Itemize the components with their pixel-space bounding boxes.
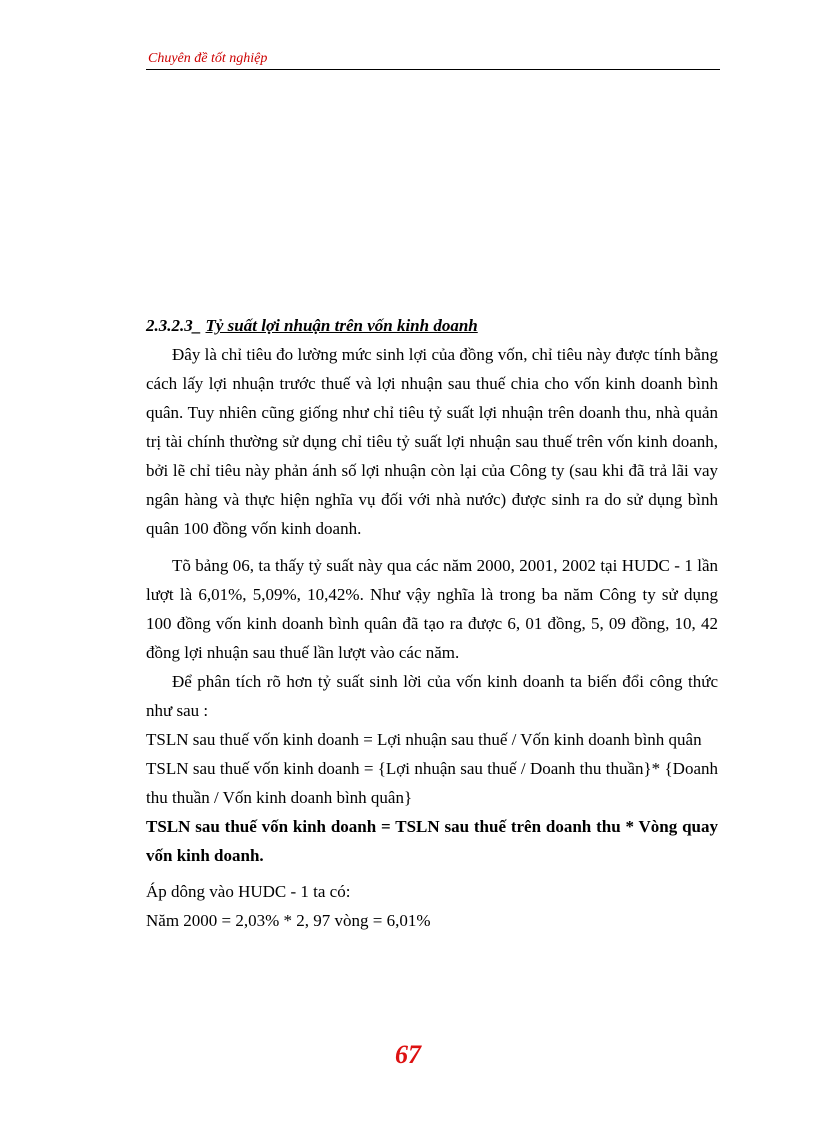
paragraph-analysis: Tõ bảng 06, ta thấy tỷ suất này qua các năm 2000, 2001, 2002 tại HUDC - 1 lần lượt là 6,01%, 5,09%, 10,42%. Như vậy nghĩa là trong ba năm Công ty sử dụng 100 đồng vốn kinh doanh bình quân đã tạo ra được 6, 01 đồng, 5, 09 đồng, 10, 42 đồng lợi nhuận sau thuế lần lượt vào các năm. [146,556,718,662]
section-title: Tỷ suất lợi nhuận trên vốn kinh doanh [205,316,478,335]
year-2000-line: Năm 2000 = 2,03% * 2, 97 vòng = 6,01% [146,911,431,930]
page-number: 67 [395,1040,421,1069]
paragraph-definition: Đây là chỉ tiêu đo lường mức sinh lợi của đồng vốn, chỉ tiêu này được tính bằng cách lấy lợi nhuận trước thuế và lợi nhuận sau thuế chia cho vốn kinh doanh bình quân. Tuy nhiên cũng giống như chỉ tiêu tỷ suất lợi nhuận trên doanh thu, nhà quản trị tài chính thường sử dụng chỉ tiêu tỷ suất lợi nhuận sau thuế trên vốn kinh doanh, bởi lẽ chỉ tiêu này phản ánh số lợi nhuận còn lại của Công ty (sau khi đã trả lãi vay ngân hàng và thực hiện nghĩa vụ đối với nhà nước) được sinh ra do sử dụng bình quân 100 đồng vốn kinh doanh. [146,345,718,538]
document-body [146,311,718,935]
page-header [146,49,720,70]
formula-bold: TSLN sau thuế vốn kinh doanh = TSLN sau thuế trên doanh thu * Vòng quay vốn kinh doanh. [146,817,718,865]
formula-line-2: TSLN sau thuế vốn kinh doanh = {Lợi nhuận sau thuế / Doanh thu thuần}* {Doanh thu thuần / Vốn kinh doanh bình quân} [146,759,718,807]
formula-line-1: TSLN sau thuế vốn kinh doanh = Lợi nhuận sau thuế / Vốn kinh doanh bình quân [146,730,702,749]
section-heading [146,311,718,340]
header-title: Chuyên đề tốt nghiệp [148,51,268,66]
apply-line: Áp dông vào HUDC - 1 ta có: [146,882,351,901]
section-number: 2.3.2.3_ [146,316,206,335]
paragraph-transform-intro: Để phân tích rõ hơn tỷ suất sinh lời của vốn kinh doanh ta biến đổi công thức như sau : [146,672,718,720]
